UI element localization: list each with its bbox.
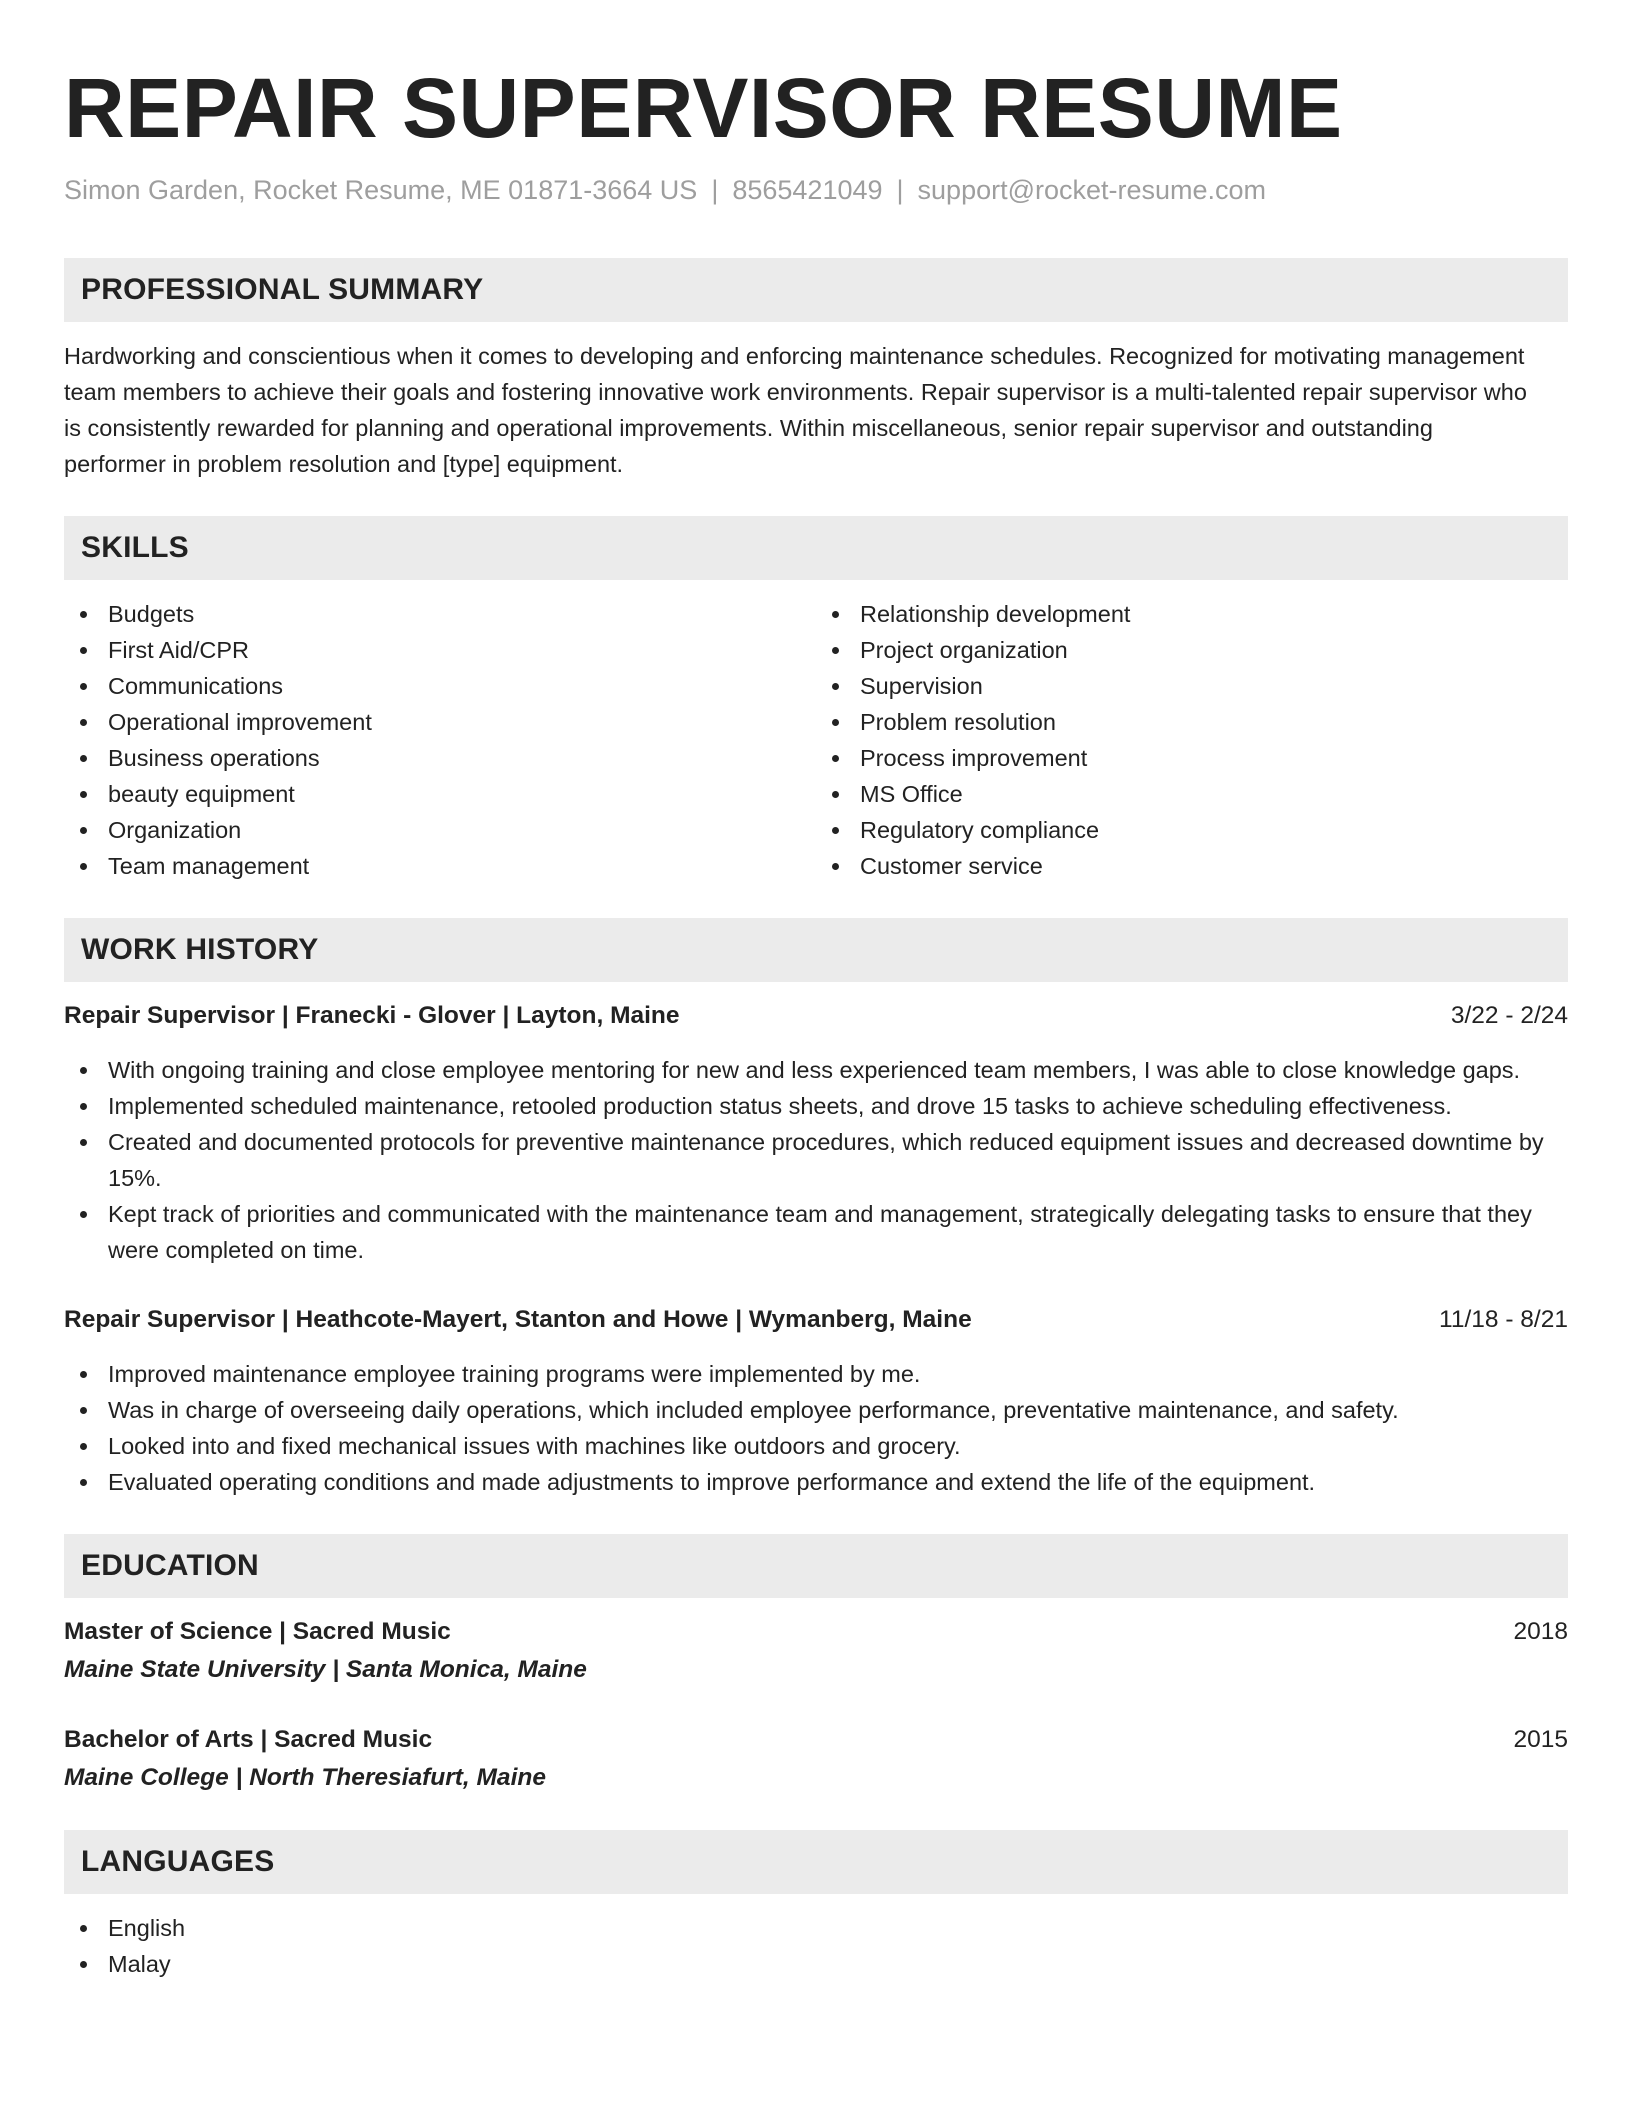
skill-item: Communications [64, 668, 816, 704]
contact-address: Simon Garden, Rocket Resume, ME 01871-3664 US [64, 175, 698, 205]
job-bullet: Created and documented protocols for preventive maintenance procedures, which reduced equipment issues and decreased downtime by 15%. [64, 1124, 1568, 1196]
degree: Bachelor of Arts | Sacred Music [64, 1726, 433, 1753]
summary-heading: PROFESSIONAL SUMMARY [64, 258, 1568, 322]
education-year: 2015 [1513, 1726, 1568, 1753]
skill-item: Problem resolution [816, 704, 1568, 740]
job-entry [64, 998, 1568, 1268]
contact-separator: | [711, 175, 719, 205]
skill-item: Operational improvement [64, 704, 816, 740]
skills-right-column [816, 596, 1568, 884]
job-bullet: Kept track of priorities and communicated with the maintenance team and management, strategically delegating tasks to ensure that they were completed on time. [64, 1196, 1568, 1268]
skill-item: Organization [64, 812, 816, 848]
job-bullet: With ongoing training and close employee mentoring for new and less experienced team members, I was able to close knowledge gaps. [64, 1052, 1568, 1088]
language-item: Malay [64, 1946, 1568, 1982]
education-entry [64, 1614, 1568, 1688]
school: Maine State University | Santa Monica, Maine [64, 1656, 587, 1683]
job-entry [64, 1302, 1568, 1500]
summary-text: Hardworking and conscientious when it comes to developing and enforcing maintenance schedules. Recognized for motivating management team members to achieve their goals and fostering innovative work environments. Repair supervisor is a multi-talented repair supervisor who is consistently rewarded for planning and operational improvements. Within miscellaneous, senior repair supervisor and outstanding performer in problem resolution and [type] equipment. [64, 343, 1527, 477]
skills-columns [64, 596, 1568, 884]
skill-item: beauty equipment [64, 776, 816, 812]
skill-item: Customer service [816, 848, 1568, 884]
job-title: Repair Supervisor | Heathcote-Mayert, Stanton and Howe | Wymanberg, Maine [64, 1306, 972, 1333]
job-bullets [64, 1052, 1568, 1268]
degree: Master of Science | Sacred Music [64, 1618, 451, 1645]
skill-item: MS Office [816, 776, 1568, 812]
education-header [64, 1614, 1568, 1650]
school: Maine College | North Theresiafurt, Maine [64, 1764, 546, 1791]
job-bullet: Implemented scheduled maintenance, retooled production status sheets, and drove 15 tasks to achieve scheduling effectiveness. [64, 1088, 1568, 1124]
work-history-section [64, 918, 1568, 1500]
skill-item: Regulatory compliance [816, 812, 1568, 848]
job-header [64, 1302, 1568, 1338]
job-title: Repair Supervisor | Franecki - Glover | Layton, Maine [64, 1002, 680, 1029]
job-dates: 3/22 - 2/24 [1450, 1002, 1568, 1029]
education-header [64, 1722, 1568, 1758]
skill-item: Supervision [816, 668, 1568, 704]
languages-heading: LANGUAGES [64, 1830, 1568, 1894]
skill-item: Team management [64, 848, 816, 884]
job-bullet: Looked into and fixed mechanical issues with machines like outdoors and grocery. [64, 1428, 1568, 1464]
skills-left-column [64, 596, 816, 884]
summary-section [64, 258, 1568, 482]
work-history-heading: WORK HISTORY [64, 918, 1568, 982]
job-bullet: Was in charge of overseeing daily operations, which included employee performance, preventative maintenance, and safety. [64, 1392, 1568, 1428]
page-title: REPAIR SUPERVISOR RESUME [64, 61, 1343, 155]
skill-item: First Aid/CPR [64, 632, 816, 668]
education-heading: EDUCATION [64, 1534, 1568, 1598]
job-dates: 11/18 - 8/21 [1439, 1306, 1568, 1333]
skill-item: Budgets [64, 596, 816, 632]
skill-item: Business operations [64, 740, 816, 776]
job-header [64, 998, 1568, 1034]
skills-heading: SKILLS [64, 516, 1568, 580]
contact-email: support@rocket-resume.com [917, 175, 1267, 205]
skills-section [64, 516, 1568, 884]
contact-phone: 8565421049 [732, 175, 883, 205]
skill-item: Relationship development [816, 596, 1568, 632]
languages-list [64, 1910, 1568, 1982]
education-entry [64, 1722, 1568, 1796]
contact-separator: | [896, 175, 904, 205]
languages-section [64, 1830, 1568, 1982]
job-bullet: Improved maintenance employee training programs were implemented by me. [64, 1356, 1568, 1392]
education-year: 2018 [1513, 1618, 1568, 1645]
job-bullets [64, 1356, 1568, 1500]
contact-line [64, 172, 1568, 208]
skill-item: Process improvement [816, 740, 1568, 776]
language-item: English [64, 1910, 1568, 1946]
job-bullet: Evaluated operating conditions and made adjustments to improve performance and extend the life of the equipment. [64, 1464, 1568, 1500]
education-section [64, 1534, 1568, 1796]
skill-item: Project organization [816, 632, 1568, 668]
